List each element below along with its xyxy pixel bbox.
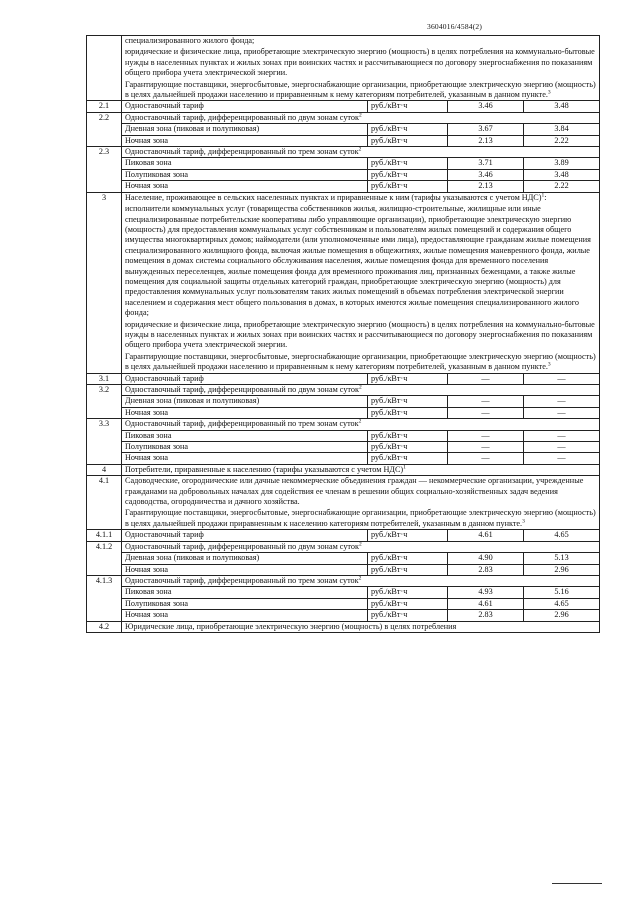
continuation-text: специализированного жилого фонда; юридические и физические лица, приобретающие электрическую энергию (мощность) в целях потребления на коммунально-бытовые нужды в населенных пунктах и жилых зонах при воинских частях и рассчитывающиеся по договору энергоснабжения по показаниям общего прибора учета электрической энергии. Гарантирующие поставщики, энергосбытовые, энергоснабжающие организации, приобретающие электрическую энергию (мощность) в целях дальнейшей продажи населению и приравненным к нему категориям потребителей, указанным в данном пункте.$^3$ bbox=[122, 36, 600, 101]
table-row: Пиковая зона руб./кВт·ч — — bbox=[87, 430, 600, 441]
table-row: Ночная зона руб./кВт·ч 2.13 2.22 bbox=[87, 181, 600, 192]
document-number: 3604016/4584(2) bbox=[427, 22, 483, 31]
section-4-1-text: Садоводческие, огороднические или дачные некоммерческие объединения граждан — некоммерческие организации, учрежденные гражданами на добровольных началах для содействия ее членам в решении общих социально-хозяйственных задач ведения садоводства, огородничества и дачного хозяйства. Гарантирующие поставщики, энергосбытовые, энергоснабжающие организации, приобретающие электрическую энергию (мощность) в целях дальнейшей продажи приравненным к населению категориям потребителей, указанным в данном пункте.$^3$ bbox=[122, 476, 600, 530]
table-row: 4.1.3 Одноставочный тариф, дифференцированный по трем зонам суток$^2$ bbox=[87, 575, 600, 586]
table-row: Ночная зона руб./кВт·ч — — bbox=[87, 453, 600, 464]
table-row: 3 Население, проживающее в сельских населенных пунктах и приравненные к ним (тарифы указываются с учетом НДС)$^1$: исполнители коммунальных услуг (товарищества собственников жилья, жилищно-строительные, жилищные или иные специализированные потребительские кооперативы либо управляющие организации), приобретающие электрическую энергию (мощность) для предоставления коммунальных услуг собственникам и пользователям жилых помещений и содержания общего имущества многоквартирных домов; наймодатели (или уполномоченные ими лица), предоставляющие гражданам жилые помещения специализированного жилищного фонда, включая жилые помещения в общежитиях, жилые помещения маневренного фонда, жилые помещения в домах системы социального обслуживания населения, жилые помещения фонда для временного поселения вынужденных переселенцев, жилые помещения фонда для временного проживания лиц, признанных беженцами, а также жилые помещения для социальной защиты отдельных категорий граждан, приобретающие электрическую энергию (мощность) для предоставления коммунальных услуг пользователям таких жилых помещений в объемах потребления электрической энергии населением и содержания мест общего пользования в домах, в которых имеются жилые помещения специализированного жилого фонда; юридические и физические лица, приобретающие электрическую энергию (мощность) в целях потребления на коммунально-бытовые нужды в населенных пунктах и жилых зонах при воинских частях и рассчитывающиеся по договору энергоснабжения по показаниям общего прибора учета электрической энергии. Гарантирующие поставщики, энергосбытовые, энергоснабжающие организации, приобретающие электрическую энергию (мощность) в целях дальнейшей продажи населению и приравненным к нему категориям потребителей, указанным в данном пункте.$^3$ bbox=[87, 192, 600, 373]
table-row: 4.1.2 Одноставочный тариф, дифференцированный по двум зонам суток$^2$ bbox=[87, 541, 600, 552]
table-row: 3.1 Одноставочный тариф руб./кВт·ч — — bbox=[87, 373, 600, 384]
table-row: Ночная зона руб./кВт·ч 2.83 2.96 bbox=[87, 610, 600, 621]
table-row: 2.2 Одноставочный тариф, дифференцированный по двум зонам суток$^2$ bbox=[87, 112, 600, 123]
table-row: 4 Потребители, приравненные к населению (тарифы указываются с учетом НДС)$^1$ bbox=[87, 464, 600, 475]
table-row: 2.1 Одноставочный тариф руб./кВт·ч 3.46 3.48 bbox=[87, 101, 600, 112]
table-row: Полупиковая зона руб./кВт·ч 4.61 4.65 bbox=[87, 598, 600, 609]
table-row: 4.1 Садоводческие, огороднические или дачные некоммерческие объединения граждан — некоммерческие организации, учрежденные гражданами на добровольных началах для содействия ее членам в решении общих социально-хозяйственных задач ведения садоводства, огородничества и дачного хозяйства. Гарантирующие поставщики, энергосбытовые, энергоснабжающие организации, приобретающие электрическую энергию (мощность) в целях дальнейшей продажи приравненным к населению категориям потребителей, указанным в данном пункте.$^3$ bbox=[87, 476, 600, 530]
table-row: 3.2 Одноставочный тариф, дифференцированный по двум зонам суток$^2$ bbox=[87, 385, 600, 396]
table-row: Дневная зона (пиковая и полупиковая) руб./кВт·ч — — bbox=[87, 396, 600, 407]
table-row: Ночная зона руб./кВт·ч 2.83 2.96 bbox=[87, 564, 600, 575]
footer-divider bbox=[552, 883, 602, 884]
table-row: Полупиковая зона руб./кВт·ч 3.46 3.48 bbox=[87, 169, 600, 180]
table-row bbox=[87, 36, 600, 101]
table-row: 4.1.1 Одноставочный тариф руб./кВт·ч 4.61 4.65 bbox=[87, 530, 600, 541]
table-row: Дневная зона (пиковая и полупиковая) руб./кВт·ч 3.67 3.84 bbox=[87, 124, 600, 135]
table-row: Пиковая зона руб./кВт·ч 4.93 5.16 bbox=[87, 587, 600, 598]
table-row: 3.3 Одноставочный тариф, дифференцированный по трем зонам суток$^2$ bbox=[87, 419, 600, 430]
table-row: Пиковая зона руб./кВт·ч 3.71 3.89 bbox=[87, 158, 600, 169]
table-row: Ночная зона руб./кВт·ч — — bbox=[87, 407, 600, 418]
table-row: 2.3 Одноставочный тариф, дифференцированный по трем зонам суток$^2$ bbox=[87, 147, 600, 158]
section-3-text: Население, проживающее в сельских населенных пунктах и приравненные к ним (тарифы указываются с учетом НДС)$^1$: исполнители коммунальных услуг (товарищества собственников жилья, жилищно-строительные, жилищные или иные специализированные потребительские кооперативы либо управляющие организации), приобретающие электрическую энергию (мощность) для предоставления коммунальных услуг собственникам и пользователям жилых помещений и содержания общего имущества многоквартирных домов; наймодатели (или уполномоченные ими лица), предоставляющие гражданам жилые помещения специализированного жилищного фонда, включая жилые помещения в общежитиях, жилые помещения маневренного фонда, жилые помещения в домах системы социального обслуживания населения, жилые помещения фонда для временного поселения вынужденных переселенцев, жилые помещения фонда для временного проживания лиц, признанных беженцами, а также жилые помещения для социальной защиты отдельных категорий граждан, приобретающие электрическую энергию (мощность) для предоставления коммунальных услуг пользователям таких жилых помещений в объемах потребления электрической энергии населением и содержания мест общего пользования в домах, в которых имеются жилые помещения специализированного жилого фонда; юридические и физические лица, приобретающие электрическую энергию (мощность) в целях потребления на коммунально-бытовые нужды в населенных пунктах и жилых зонах при воинских частях и рассчитывающиеся по договору энергоснабжения по показаниям общего прибора учета электрической энергии. Гарантирующие поставщики, энергосбытовые, энергоснабжающие организации, приобретающие электрическую энергию (мощность) в целях дальнейшей продажи населению и приравненным к нему категориям потребителей, указанным в данном пункте.$^3$ bbox=[122, 192, 600, 373]
table-row: 4.2 Юридические лица, приобретающие электрическую энергию (мощность) в целях потребления bbox=[87, 621, 600, 632]
table-row: Дневная зона (пиковая и полупиковая) руб./кВт·ч 4.90 5.13 bbox=[87, 553, 600, 564]
table-row: Полупиковая зона руб./кВт·ч — — bbox=[87, 442, 600, 453]
tariff-table bbox=[86, 35, 600, 633]
table-row: Ночная зона руб./кВт·ч 2.13 2.22 bbox=[87, 135, 600, 146]
